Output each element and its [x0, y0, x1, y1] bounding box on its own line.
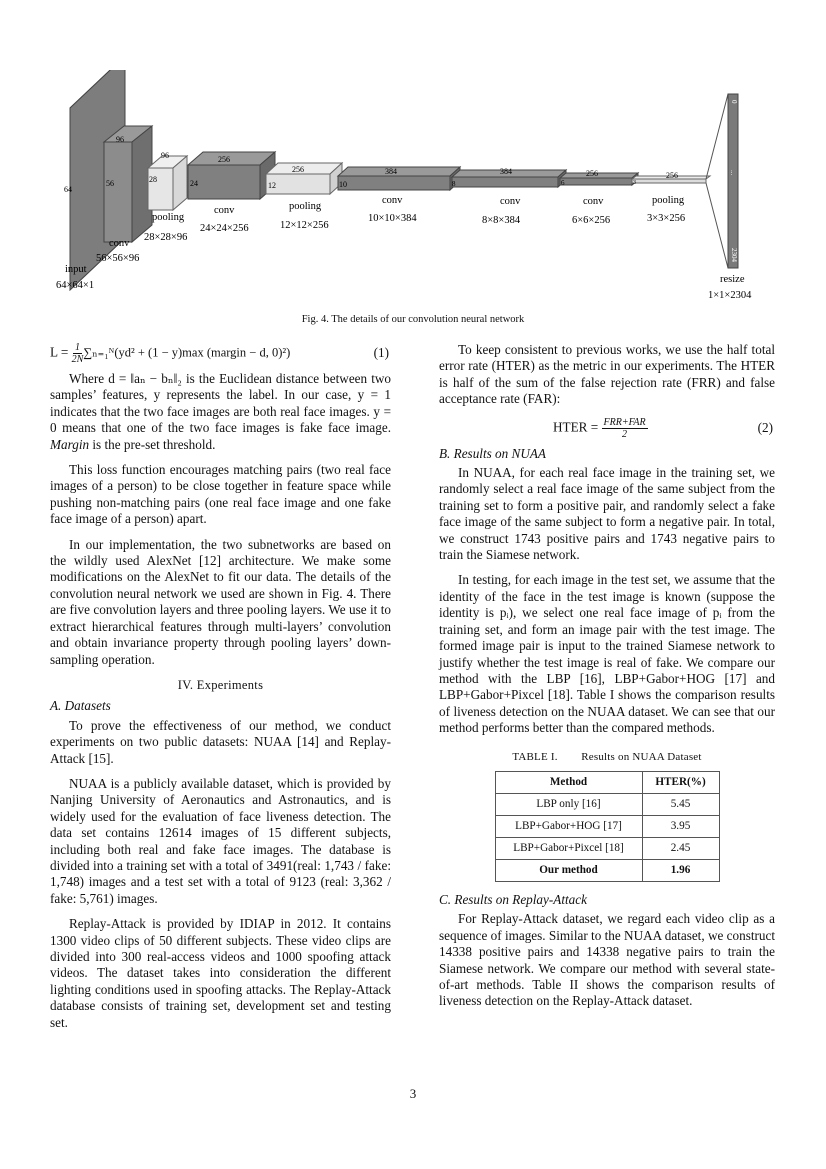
- pool2-depth-label: 256: [292, 165, 304, 174]
- eq2-frac-bot: 2: [622, 428, 628, 440]
- resize-dims: 1×1×2304: [708, 290, 752, 301]
- eq1-frac-top: 1: [74, 342, 80, 353]
- table-header-row: [495, 771, 719, 793]
- table-header-hter: HTER(%): [642, 771, 719, 793]
- resize-bottom-label: 2304: [730, 248, 738, 262]
- table-cell-hter: 2.45: [642, 837, 719, 859]
- conv1-depth-label: 96: [116, 135, 124, 144]
- resize-mid-label: ...: [729, 170, 737, 176]
- conv1-dims: 56×56×96: [96, 253, 140, 264]
- layer-conv5: [560, 173, 638, 185]
- input-dims: 64×64×1: [56, 280, 95, 291]
- paragraph-loss-purpose: This loss function encourages matching pairs (two real face images of a person) to be close together in feature space while pushing non-matching pairs (one real face image and one fake face image of a person) apart.: [50, 462, 391, 527]
- conv5-name: conv: [583, 196, 604, 207]
- conv1-name: conv: [109, 238, 130, 249]
- conv3-depth-label: 384: [385, 167, 397, 176]
- subsection-heading-datasets: A. Datasets: [50, 698, 111, 714]
- table-cell-method: LBP only [16]: [495, 793, 642, 815]
- pool3-depth-label: 256: [666, 171, 678, 180]
- conv2-depth-label: 256: [218, 155, 230, 164]
- paragraph-replay-results: For Replay-Attack dataset, we regard each video clip as a sequence of images. Similar to the NUAA dataset, we construct 14338 positive pairs and 14338 negative pairs to train the Siamese network. We compare our method with several state-of-art methods. Table II shows the comparison results of liveness detection on the Replay-Attack dataset.: [439, 911, 775, 1009]
- pool2-name: pooling: [289, 201, 322, 212]
- conv3-dims: 10×10×384: [368, 213, 417, 224]
- eq1-number: (1): [373, 345, 389, 361]
- conv4-name: conv: [500, 196, 521, 207]
- conv2-dims: 24×24×256: [200, 223, 249, 234]
- pool3-height-label: 3: [633, 180, 636, 186]
- conv5-depth-label: 256: [586, 169, 598, 178]
- input-name: input: [65, 264, 87, 275]
- paragraph-replay-attack: Replay-Attack is provided by IDIAP in 2012. It contains 1300 video clips of 50 different subjects. These video clips are divided into 300 real-access videos and 1000 spoofing attack videos. The dataset takes into consideration the different lighting conditions used in spoofing attacks. The Replay-Attack database consists of training set, development set and testing set.: [50, 916, 391, 1030]
- pool1-dims: 28×28×96: [144, 232, 188, 243]
- conv2-height-label: 24: [190, 179, 198, 188]
- paragraph-nuaa-testing: In testing, for each image in the test set, we assume that the identity of the face in the test image is known (suppose the identity is pᵢ), we select one real face image of pᵢ from the training set, and form an image pair with the test image. The formed image pair is input to the trained Siamese network to justify whether the test image is real of fake. We compare our method with the LBP [16], LBP+Gabor+HOG [17] and LBP+Gabor+Pixcel [18]. Table I shows the comparison results of liveness detection on the NUAA dataset. We can see that our method performs better than the compared methods.: [439, 572, 775, 736]
- layer-pool2: [266, 163, 342, 194]
- subsection-heading-nuaa: B. Results on NUAA: [439, 445, 546, 461]
- table-cell-method: LBP+Gabor+HOG [17]: [495, 815, 642, 837]
- pool1-depth-label: 96: [161, 151, 169, 160]
- network-figure: [40, 70, 790, 305]
- paragraph-nuaa: NUAA is a publicly available dataset, which is provided by Nanjing University of Aeronautics and Astronautics, and is widely used for the evaluation of face liveness detection. The data set contains 12614 images of 15 different subjects, including both real and fake face images. The database is divided into a training set with a total of 3491(real: 1,743 / fake: 1,748) images and a test set with a total of 9123 (real: 3,362 / fake: 5,761) images.: [50, 775, 391, 906]
- paragraph-datasets-intro: To prove the effectiveness of our method, we conduct experiments on two public datasets: NUAA [14] and Replay-Attack [15].: [50, 717, 391, 766]
- conv4-depth-label: 384: [500, 167, 512, 176]
- table-row: [495, 793, 719, 815]
- figure-caption: Fig. 4. The details of our convolution neural network: [301, 314, 525, 325]
- eq1-frac-bot: 2N: [71, 354, 84, 365]
- conv1-height-label: 56: [106, 179, 114, 188]
- conv3-height-label: 10: [339, 180, 347, 189]
- conv3-name: conv: [382, 195, 403, 206]
- table-cell-hter: 1.96: [642, 859, 719, 881]
- pool2-height-label: 12: [268, 181, 276, 190]
- pool2-dims: 12×12×256: [280, 220, 329, 231]
- resize-top-label: 0: [730, 100, 738, 104]
- conv2-name: conv: [214, 205, 235, 216]
- table-caption: TABLE I. Results on NUAA Dataset: [512, 750, 702, 763]
- subsection-heading-replay: C. Results on Replay-Attack: [439, 891, 587, 907]
- page-number: 3: [409, 1086, 417, 1101]
- table-row: [495, 837, 719, 859]
- eq2-number: (2): [757, 419, 773, 435]
- table-row: [495, 859, 719, 881]
- paragraph-hter: To keep consistent to previous works, we use the half total error rate (HTER) as the metric in our experiments. The HTER is half of the sum of the false rejection rate (FRR) and false acceptance rate (FAR):: [439, 342, 775, 407]
- layer-conv3: [338, 167, 460, 190]
- conv5-height-label: 6: [561, 179, 565, 187]
- table-cell-method: Our method: [495, 859, 642, 881]
- loss-definition-tail: is the pre-set threshold.: [89, 436, 216, 452]
- loss-definition-text: Where d = ‖aₙ − bₙ‖₂ is the Euclidean distance between two samples’ features, y represents the label. In our case, y = 1 indicates that the two face images are both real face images. y = 0 means that one of the two face images is fake face image.: [50, 371, 391, 436]
- pool1-height-label: 28: [149, 175, 157, 184]
- left-column: [50, 342, 391, 1040]
- equation-1: [50, 342, 391, 365]
- layer-resize: [728, 94, 738, 268]
- eq2-lhs: HTER =: [553, 419, 602, 435]
- eq1-body: ∑ₙ₌₁ᴺ(yd² + (1 − y)max (margin − d, 0)²): [83, 345, 291, 360]
- table-cell-hter: 5.45: [642, 793, 719, 815]
- section-heading-experiments: IV. Experiments: [177, 677, 264, 692]
- paragraph-loss-definition: [50, 371, 391, 453]
- equation-2: [439, 417, 775, 440]
- network-diagram: [40, 70, 790, 305]
- conv5-dims: 6×6×256: [572, 215, 611, 226]
- margin-term: Margin: [50, 436, 90, 452]
- layer-conv2: [188, 152, 275, 199]
- eq2-frac-top: FRR+FAR: [603, 416, 646, 428]
- paragraph-implementation: In our implementation, the two subnetworks are based on the wildly used AlexNet [12] architecture. We make some modifications on the AlexNet to fit our data. The details of the convolution neural network we used are shown in Fig. 4. There are five convolution layers and three pooling layers. We use it to extract hierarchical features through multi-layers’ convolution and obtain invariance property through pooling layers’ down-sampling operation.: [50, 536, 391, 667]
- conv4-height-label: 8: [452, 180, 456, 188]
- paragraph-nuaa-pairs: In NUAA, for each real face image in the training set, we randomly select a real face image of the same subject from the training set to form a positive pair, and randomly select a fake face image of the same subject to form a negative pair. In total, we construct 1743 positive pairs and 1743 negative pairs to train the Siamese network.: [439, 465, 775, 563]
- results-table: [495, 771, 720, 882]
- input-height-label: 64: [64, 185, 72, 194]
- eq2-fraction: [602, 417, 648, 440]
- table-cell-hter: 3.95: [642, 815, 719, 837]
- pool3-dims: 3×3×256: [647, 213, 686, 224]
- table-row: [495, 815, 719, 837]
- pool1-name: pooling: [152, 212, 185, 223]
- resize-name: resize: [720, 274, 745, 285]
- eq1-lhs: L =: [50, 344, 72, 360]
- table-header-method: Method: [495, 771, 642, 793]
- right-column: [439, 342, 775, 1019]
- conv4-dims: 8×8×384: [482, 215, 521, 226]
- pool3-name: pooling: [652, 195, 685, 206]
- eq1-fraction: [72, 342, 84, 365]
- table-cell-method: LBP+Gabor+Pixcel [18]: [495, 837, 642, 859]
